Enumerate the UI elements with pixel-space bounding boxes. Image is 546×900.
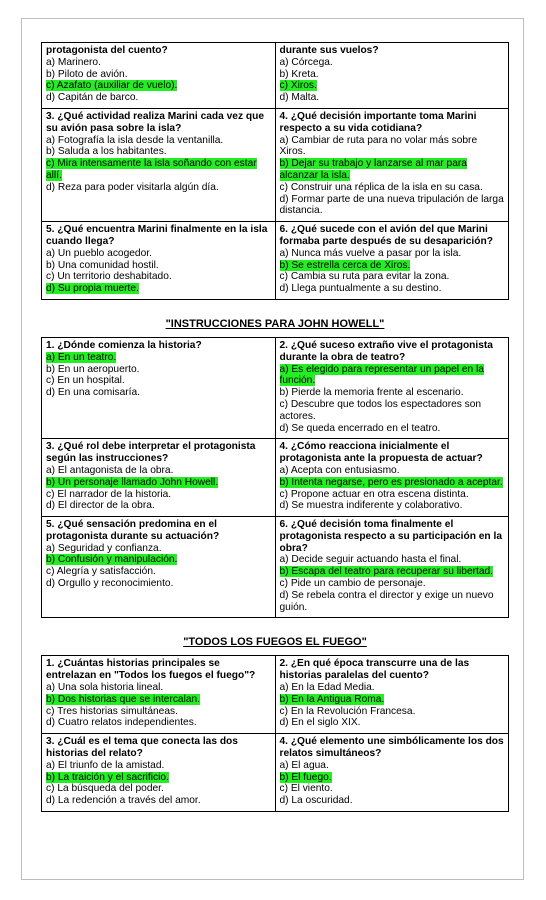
question-cell	[275, 734, 509, 812]
answer-option	[46, 706, 271, 718]
answer-option	[280, 706, 505, 718]
option-text: d) Se muestra indiferente y colaborativo.	[279, 500, 463, 512]
quiz-table-john-howell	[41, 337, 509, 619]
question-cell	[275, 337, 509, 438]
option-text: b) Intenta negarse, pero es presionado a aceptar.	[279, 476, 503, 488]
question-text: 4. ¿Cómo reacciona inicialmente el protagonista ante la propuesta de actuar?	[279, 441, 483, 465]
option-text: b) Confusión y manipulación.	[46, 554, 178, 566]
option-text: c) Alegría y satisfacción.	[46, 566, 156, 578]
document-content	[41, 42, 509, 812]
question-text: 4. ¿Qué decisión importante toma Marini respecto a su vida cotidiana?	[279, 110, 477, 134]
question-text: protagonista del cuento?	[46, 45, 168, 56]
answer-option-highlighted	[280, 772, 505, 784]
option-text: c) En la Revolución Francesa.	[279, 705, 416, 717]
question-cell	[275, 517, 509, 618]
option-text: d) Llega puntualmente a su destino.	[279, 283, 442, 295]
option-text: b) En la Antigua Roma.	[279, 693, 385, 705]
option-text: b) Dejar su trabajo y lanzarse al mar para alcanzar la isla.	[279, 158, 467, 181]
option-text: d) Reza para poder visitarla algún día.	[46, 181, 219, 193]
question-cell	[275, 656, 509, 734]
option-text: c) Descubre que todos los espectadores son actores.	[279, 398, 482, 422]
answer-option	[46, 57, 271, 69]
answer-option	[46, 248, 271, 260]
answer-option	[280, 489, 505, 501]
answer-option	[280, 135, 505, 159]
question-cell	[275, 43, 509, 109]
answer-option	[46, 543, 271, 555]
option-text: d) Capitán de barco.	[46, 92, 139, 104]
answer-option	[280, 465, 505, 477]
answer-option	[46, 69, 271, 81]
answer-option	[280, 717, 505, 729]
option-text: b) Pierde la memoria frente al escenario.	[279, 387, 464, 399]
answer-option-highlighted	[46, 694, 271, 706]
answer-option	[46, 146, 271, 158]
option-text: b) Se estrella cerca de Xiros.	[279, 259, 411, 271]
option-text: c) El narrador de la historia.	[46, 488, 172, 500]
answer-option	[46, 260, 271, 272]
option-text: c) Un territorio deshabitado.	[46, 271, 172, 283]
option-text: a) Seguridad y confianza.	[46, 542, 162, 554]
answer-option-highlighted	[46, 772, 271, 784]
option-text: a) En la Edad Media.	[279, 682, 375, 694]
option-text: a) Nunca más vuelve a pasar por la isla.	[279, 247, 462, 259]
question-row	[42, 734, 509, 812]
option-text: c) Azafato (auxiliar de vuelo).	[46, 80, 178, 92]
option-text: b) La traición y el sacrificio.	[46, 771, 169, 783]
question-text: 3. ¿Qué actividad realiza Marini cada vez que su avión pasa sobre la isla?	[46, 110, 264, 134]
answer-option	[280, 578, 505, 590]
option-text: c) Tres historias simultáneas.	[46, 705, 178, 717]
option-text: b) Saluda a los habitantes.	[46, 146, 167, 158]
answer-option	[280, 69, 505, 81]
option-text: d) Se rebela contra el director y exige un nuevo guión.	[279, 589, 494, 613]
answer-option	[46, 682, 271, 694]
option-text: a) Córcega.	[279, 56, 333, 68]
option-text: d) Malta.	[279, 92, 320, 104]
answer-option-highlighted	[280, 694, 505, 706]
answer-option-highlighted	[280, 260, 505, 272]
question-cell	[275, 108, 509, 221]
option-text: b) El fuego.	[279, 771, 332, 783]
question-row	[42, 656, 509, 734]
option-text: d) En una comisaría.	[46, 387, 140, 399]
option-text: a) Acepta con entusiasmo.	[279, 464, 400, 476]
option-text: b) Kreta.	[279, 68, 319, 80]
option-text: b) Un personaje llamado John Howell.	[46, 476, 219, 488]
answer-option	[46, 578, 271, 590]
option-text: d) Se queda encerrado en el teatro.	[279, 422, 441, 434]
option-text: a) Decide seguir actuando hasta el final.	[279, 554, 462, 566]
question-cell	[42, 517, 276, 618]
answer-option	[280, 194, 505, 218]
option-text: b) En un aeropuerto.	[46, 363, 140, 375]
answer-option	[46, 135, 271, 147]
option-text: c) En un hospital.	[46, 375, 125, 387]
question-cell	[42, 43, 276, 109]
question-row	[42, 439, 509, 517]
answer-option	[280, 387, 505, 399]
question-text: 5. ¿Qué encuentra Marini finalmente en la isla cuando llega?	[46, 224, 268, 247]
answer-option-highlighted	[280, 80, 505, 92]
option-text: a) El antagonista de la obra.	[46, 464, 174, 476]
question-text: 1. ¿Cuántas historias principales se entrelazan en "Todos los fuegos el fuego"?	[46, 658, 256, 682]
option-text: a) El agua.	[279, 759, 329, 771]
option-text: c) Xiros.	[279, 80, 317, 92]
option-text: a) Un pueblo acogedor.	[46, 247, 152, 259]
answer-option-highlighted	[280, 566, 505, 578]
question-text: 2. ¿En qué época transcurre una de las historias paralelas del cuento?	[279, 658, 470, 682]
answer-option	[46, 783, 271, 795]
answer-option-highlighted	[46, 554, 271, 566]
answer-option-highlighted	[46, 158, 271, 182]
option-text: d) Cuatro relatos independientes.	[46, 717, 197, 729]
question-text: 3. ¿Cuál es el tema que conecta las dos historias del relato?	[46, 736, 238, 760]
answer-option	[280, 500, 505, 512]
option-text: c) Pide un cambio de personaje.	[279, 578, 426, 590]
option-text: a) Es elegido para representar un papel en la función.	[279, 363, 484, 387]
question-cell	[42, 337, 276, 438]
quiz-table-todos-los-fuegos	[41, 655, 509, 812]
option-text: a) Fotografía la isla desde la ventanilla.	[46, 134, 224, 146]
question-row	[42, 222, 509, 300]
option-text: c) Construir una réplica de la isla en su casa.	[279, 181, 483, 193]
answer-option-highlighted	[46, 80, 271, 92]
section-title-john-howell: "INSTRUCCIONES PARA JOHN HOWELL"	[165, 317, 385, 330]
section-title-todos-los-fuegos: "TODOS LOS FUEGOS EL FUEGO"	[183, 636, 367, 649]
question-text: 6. ¿Qué decisión toma finalmente el protagonista respecto a su participación en la obra?	[279, 519, 502, 554]
answer-option	[280, 554, 505, 566]
question-cell	[42, 734, 276, 812]
option-text: d) Orgullo y reconocimiento.	[46, 578, 174, 590]
answer-option	[46, 489, 271, 501]
option-text: b) Piloto de avión.	[46, 68, 128, 80]
question-text: 1. ¿Dónde comienza la historia?	[46, 339, 202, 351]
question-row	[42, 43, 509, 109]
option-text: d) En el siglo XIX.	[279, 717, 361, 729]
answer-option	[280, 182, 505, 194]
answer-option-highlighted	[280, 364, 505, 388]
answer-option	[46, 387, 271, 399]
question-text: 6. ¿Qué sucede con el avión del que Marini formaba parte después de su desaparición?	[279, 224, 493, 247]
question-text: 4. ¿Qué elemento une simbólicamente los dos relatos simultáneos?	[279, 736, 504, 760]
answer-option	[46, 182, 271, 194]
option-text: b) Una comunidad hostil.	[46, 259, 159, 271]
question-row	[42, 517, 509, 618]
option-text: c) Propone actuar en otra escena distinta.	[279, 488, 469, 500]
answer-option	[280, 423, 505, 435]
answer-option-highlighted	[280, 477, 505, 489]
answer-option	[46, 92, 271, 104]
option-text: c) Cambia su ruta para evitar la zona.	[279, 271, 450, 283]
question-cell	[275, 222, 509, 300]
answer-option	[280, 795, 505, 807]
option-text: d) Formar parte de una nueva tripulación de larga distancia.	[279, 193, 504, 217]
answer-option	[280, 783, 505, 795]
option-text: d) La redención a través del amor.	[46, 795, 201, 807]
answer-option	[46, 364, 271, 376]
option-text: a) Marinero.	[46, 56, 101, 68]
option-text: d) El director de la obra.	[46, 500, 155, 512]
answer-option	[46, 566, 271, 578]
option-text: b) Escapa del teatro para recuperar su libertad.	[279, 566, 493, 578]
question-row	[42, 337, 509, 438]
quiz-table-xiros	[41, 42, 509, 300]
answer-option	[46, 375, 271, 387]
answer-option-highlighted	[46, 352, 271, 364]
question-text: 2. ¿Qué suceso extraño vive el protagonista durante la obra de teatro?	[279, 339, 493, 363]
answer-option	[280, 760, 505, 772]
option-text: c) Mira intensamente la isla soñando con estar allí.	[46, 158, 257, 181]
option-text: a) Cambiar de ruta para no volar más sobre Xiros.	[279, 134, 478, 158]
answer-option	[280, 283, 505, 295]
answer-option	[280, 399, 505, 423]
answer-option-highlighted	[46, 283, 271, 295]
answer-option	[280, 271, 505, 283]
option-text: c) El viento.	[279, 783, 333, 795]
option-text: d) Su propia muerte.	[46, 283, 139, 295]
option-text: d) La oscuridad.	[279, 795, 353, 807]
answer-option	[46, 465, 271, 477]
answer-option	[46, 271, 271, 283]
question-cell	[42, 108, 276, 221]
option-text: b) Dos historias que se intercalan.	[46, 693, 201, 705]
answer-option	[46, 717, 271, 729]
question-text: 3. ¿Qué rol debe interpretar el protagonista según las instrucciones?	[46, 441, 256, 465]
answer-option	[280, 590, 505, 614]
question-row	[42, 108, 509, 221]
answer-option	[46, 760, 271, 772]
question-cell	[275, 439, 509, 517]
answer-option	[46, 795, 271, 807]
question-cell	[42, 222, 276, 300]
option-text: a) Una sola historia lineal.	[46, 682, 164, 694]
option-text: c) La búsqueda del poder.	[46, 783, 164, 795]
answer-option	[280, 92, 505, 104]
option-text: a) En un teatro.	[46, 351, 117, 363]
answer-option-highlighted	[280, 158, 505, 182]
question-cell	[42, 656, 276, 734]
question-text: 5. ¿Qué sensación predomina en el protagonista durante su actuación?	[46, 519, 220, 542]
answer-option-highlighted	[46, 477, 271, 489]
answer-option	[46, 500, 271, 512]
option-text: a) El triunfo de la amistad.	[46, 759, 165, 771]
answer-option	[280, 682, 505, 694]
answer-option	[280, 57, 505, 69]
question-text: durante sus vuelos?	[279, 45, 379, 56]
question-cell	[42, 439, 276, 517]
answer-option	[280, 248, 505, 260]
